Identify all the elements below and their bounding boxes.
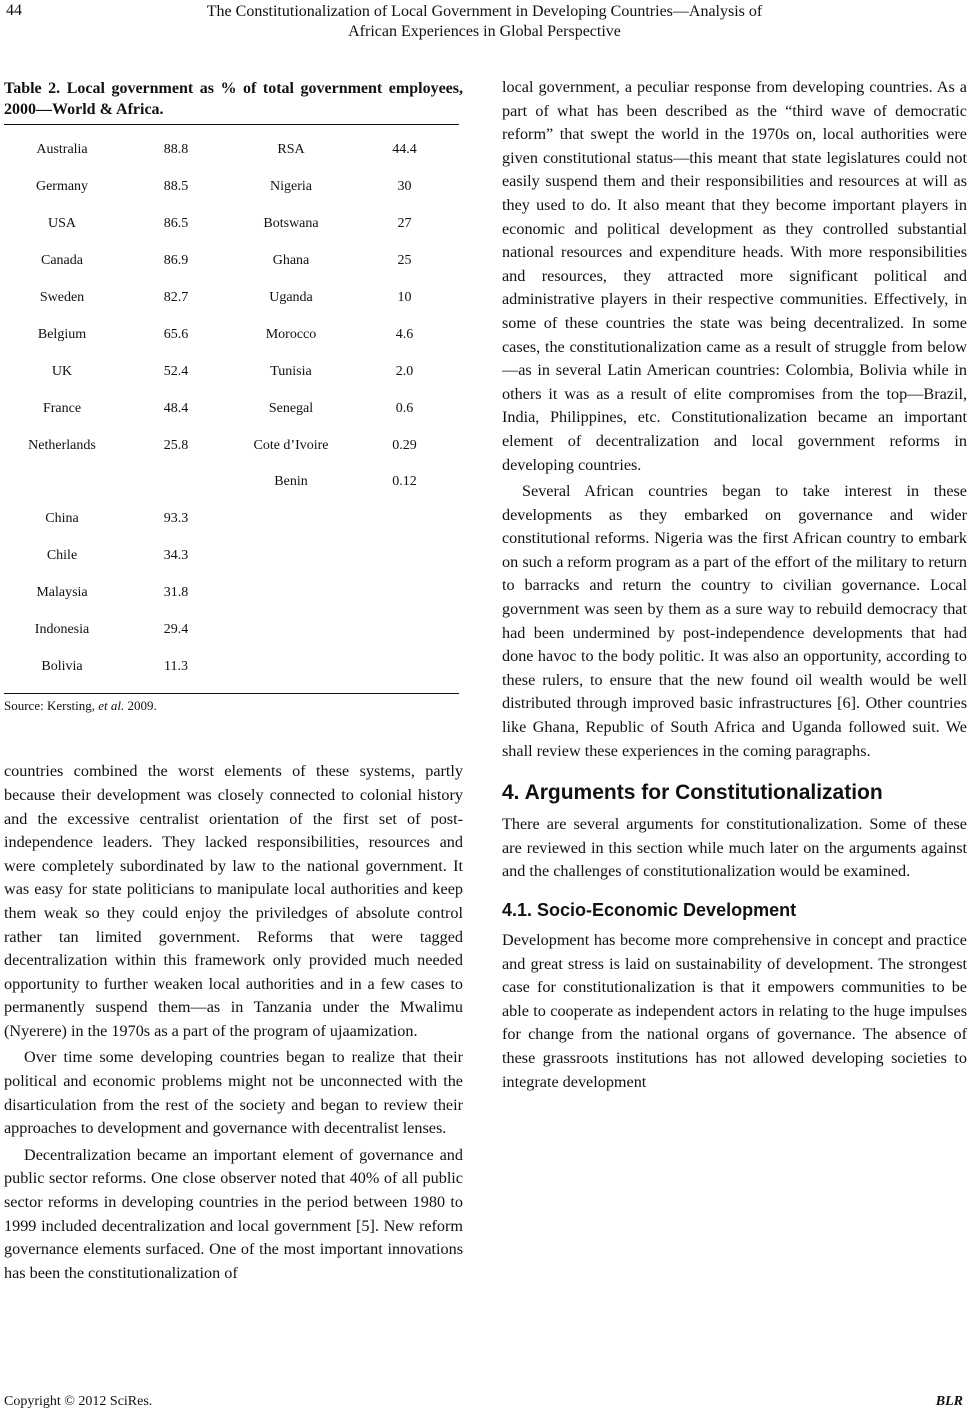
table-cell: 0.6 xyxy=(395,400,414,416)
running-title-line-1: The Constitutionalization of Local Government in Developing Countries—Analysis of xyxy=(206,3,763,20)
table-cell: Tunisia xyxy=(270,363,312,379)
table-cell: Botswana xyxy=(263,216,319,232)
data-table xyxy=(4,124,459,694)
table-cell: 65.6 xyxy=(163,326,189,342)
table-cell: Chile xyxy=(46,548,78,564)
table-cell: 31.8 xyxy=(163,585,189,601)
table-cell: Bolivia xyxy=(41,658,83,674)
table-row xyxy=(4,575,459,612)
table-cell: Canada xyxy=(41,253,83,269)
table-row xyxy=(4,280,459,317)
table-cell: Ghana xyxy=(272,253,310,269)
table-row xyxy=(4,132,459,169)
table-cell: 48.4 xyxy=(163,400,189,416)
table-row xyxy=(4,353,459,390)
table-cell: 2.0 xyxy=(395,363,414,379)
table-cell: Malaysia xyxy=(36,585,88,601)
table-cell: 4.6 xyxy=(395,326,414,342)
paragraph: local government, a peculiar response from developing countries. As a part of what has been described as the “third wave of democratic reform” that swept the world in the 1970s on, local authorities were given constitutional status—this meant that state legislatures could not easily suspend them and their responsibilities and resources at will as they used to do. It also meant that they become important players in economic and political development as they controlled substantial national resources and expenditure heads. With more responsibilities and resources, they attracted more significant political and administrative players in their respective communities. Effectively, in some of these countries the state was being decentralized. In some cases, the constitutionalization came as a result of struggle from below—as in several Latin American countries: Colombia, Bolivia while in others it was as a result of elite compromises from the top—Brazil, India, Philippines, etc. Constitutionalization became an important element of decentralization and local government reforms in developing countries. xyxy=(502,78,967,474)
table-cell: 93.3 xyxy=(163,511,189,527)
table-cell: 27 xyxy=(397,216,412,232)
table-cell: China xyxy=(45,511,79,527)
table-cell: 10 xyxy=(397,290,412,305)
table-cell: 52.4 xyxy=(163,363,189,379)
table-cell: 11.3 xyxy=(164,658,188,674)
table-cell: USA xyxy=(47,216,76,232)
table-cell: Cote d’Ivoire xyxy=(253,437,329,453)
table-cell: RSA xyxy=(277,142,305,158)
table-cell: Uganda xyxy=(269,290,313,305)
paragraph: There are several arguments for constitutionalization. Some of these are reviewed in this section while much later on the arguments against and the challenges of constitutionalization would be examined. xyxy=(502,815,967,881)
table-cell: 88.8 xyxy=(163,142,189,158)
table-cell: Senegal xyxy=(268,400,314,416)
paragraph: Several African countries began to take interest in these developments as they embarked on governance and wider constitutional reforms. Nigeria was the first African country to embark on such a reform program as a part of the effort of the military to return to barracks and return the country to civilian governance. Local government was seen by them as a sure way to rebuild democracy that had been undermined by post-independence developments that had done havoc to the body politic. It was also an opportunity, according to these rulers, to ensure that the new found oil wealth would be well distributed through improved basic infrastructures [6]. Other countries like Ghana, Republic of South Africa and Uganda followed suit. We shall review these experiences in the coming paragraphs. xyxy=(502,482,967,760)
table-row xyxy=(4,501,459,538)
table-cell: 88.5 xyxy=(163,179,189,195)
table-cell: Australia xyxy=(36,142,88,158)
page-number: 44 xyxy=(6,2,22,19)
table-cell: Morocco xyxy=(265,326,317,342)
table-caption: Table 2. Local government as % of total government employees, 2000—World & Africa. xyxy=(4,80,463,118)
table-cell: Belgium xyxy=(37,326,87,342)
running-title-line-2: African Experiences in Global Perspective xyxy=(348,23,621,40)
section-heading: 4. Arguments for Constitutionalization xyxy=(502,781,883,805)
table-cell: 29.4 xyxy=(163,622,189,638)
table-cell: 44.4 xyxy=(392,142,417,158)
table-row xyxy=(4,648,459,685)
left-body-text xyxy=(4,760,463,1285)
paragraph: Over time some developing countries began to realize that their political and economic problems might not be unconnected with the disarticulation from the rest of the society and began to review their approaches to development and governance with decentralist lenses. xyxy=(4,1048,463,1138)
table-cell: 82.7 xyxy=(163,290,189,305)
table-row xyxy=(4,390,459,427)
table-cell: France xyxy=(42,400,82,416)
table-cell: 34.3 xyxy=(163,548,189,564)
table-source: Source: Kersting, et al. 2009. xyxy=(4,698,157,714)
table-row xyxy=(4,464,459,501)
paragraph: countries combined the worst elements of these systems, partly because their development was closely connected to colonial history and the excessive centralist orientation of the first set of post-independence leaders. They lacked responsibilities, resources and were completely subordinated by law to the national government. It was easy for state politicians to manipulate local authorities and keep them weak so they could enjoy the priviledges of absolute control rather tan limited government. Reforms that were tagged decentralization within this framework only provided much needed opportunity to further weaken local authorities and in a few cases to permanently suspend them—as in Tanzania under the Mwalimu (Nyerere) in the 1970s as a part of the program of ujaamization. xyxy=(4,762,463,1040)
paragraph: Decentralization became an important element of governance and public sector reforms. One close observer noted that 40% of all public sector reforms in developing countries in the period between 1980 to 1999 included decentralization and local government [5]. New reform governance elements surfaced. One of the most important innovations has been the constitutionalization of xyxy=(4,1145,463,1282)
table-row xyxy=(4,169,459,206)
table-cell: 86.5 xyxy=(163,216,189,232)
table-row xyxy=(4,612,459,649)
table-cell: Benin xyxy=(274,474,308,490)
copyright: Copyright © 2012 SciRes. xyxy=(4,1394,153,1409)
running-title xyxy=(120,2,849,42)
table-row xyxy=(4,538,459,575)
table-row xyxy=(4,243,459,280)
table-cell: Germany xyxy=(35,179,89,195)
table-row xyxy=(4,316,459,353)
journal-abbrev: BLR xyxy=(935,1394,963,1409)
table-row xyxy=(4,206,459,243)
table-cell: UK xyxy=(51,363,73,379)
subsection-heading: 4.1. Socio-Economic Development xyxy=(502,900,797,920)
table-cell: 25 xyxy=(397,253,412,269)
page-header xyxy=(0,0,969,50)
table-row xyxy=(4,427,459,464)
table-cell: Indonesia xyxy=(34,622,90,638)
table-cell: 0.29 xyxy=(392,437,417,453)
table-cell: 30 xyxy=(397,179,412,195)
table-cell: 0.12 xyxy=(392,474,417,490)
table-cell: 86.9 xyxy=(163,253,189,269)
right-column xyxy=(502,76,967,1094)
table-cell: Nigeria xyxy=(270,179,312,195)
table-cell: 25.8 xyxy=(163,437,189,453)
table-cell: Sweden xyxy=(39,290,85,305)
table-cell: Netherlands xyxy=(28,437,96,453)
left-column xyxy=(4,78,463,1285)
paragraph: Development has become more comprehensive in concept and practice and great stress is laid on sustainability of development. The strongest case for constitutionalization is that it empowers communities to be able to cooperate as independent actors in relating to the huge impulses for change from the national organs of governance. The absence of these grassroots institutions has not allowed developing societies to integrate development xyxy=(502,931,967,1091)
